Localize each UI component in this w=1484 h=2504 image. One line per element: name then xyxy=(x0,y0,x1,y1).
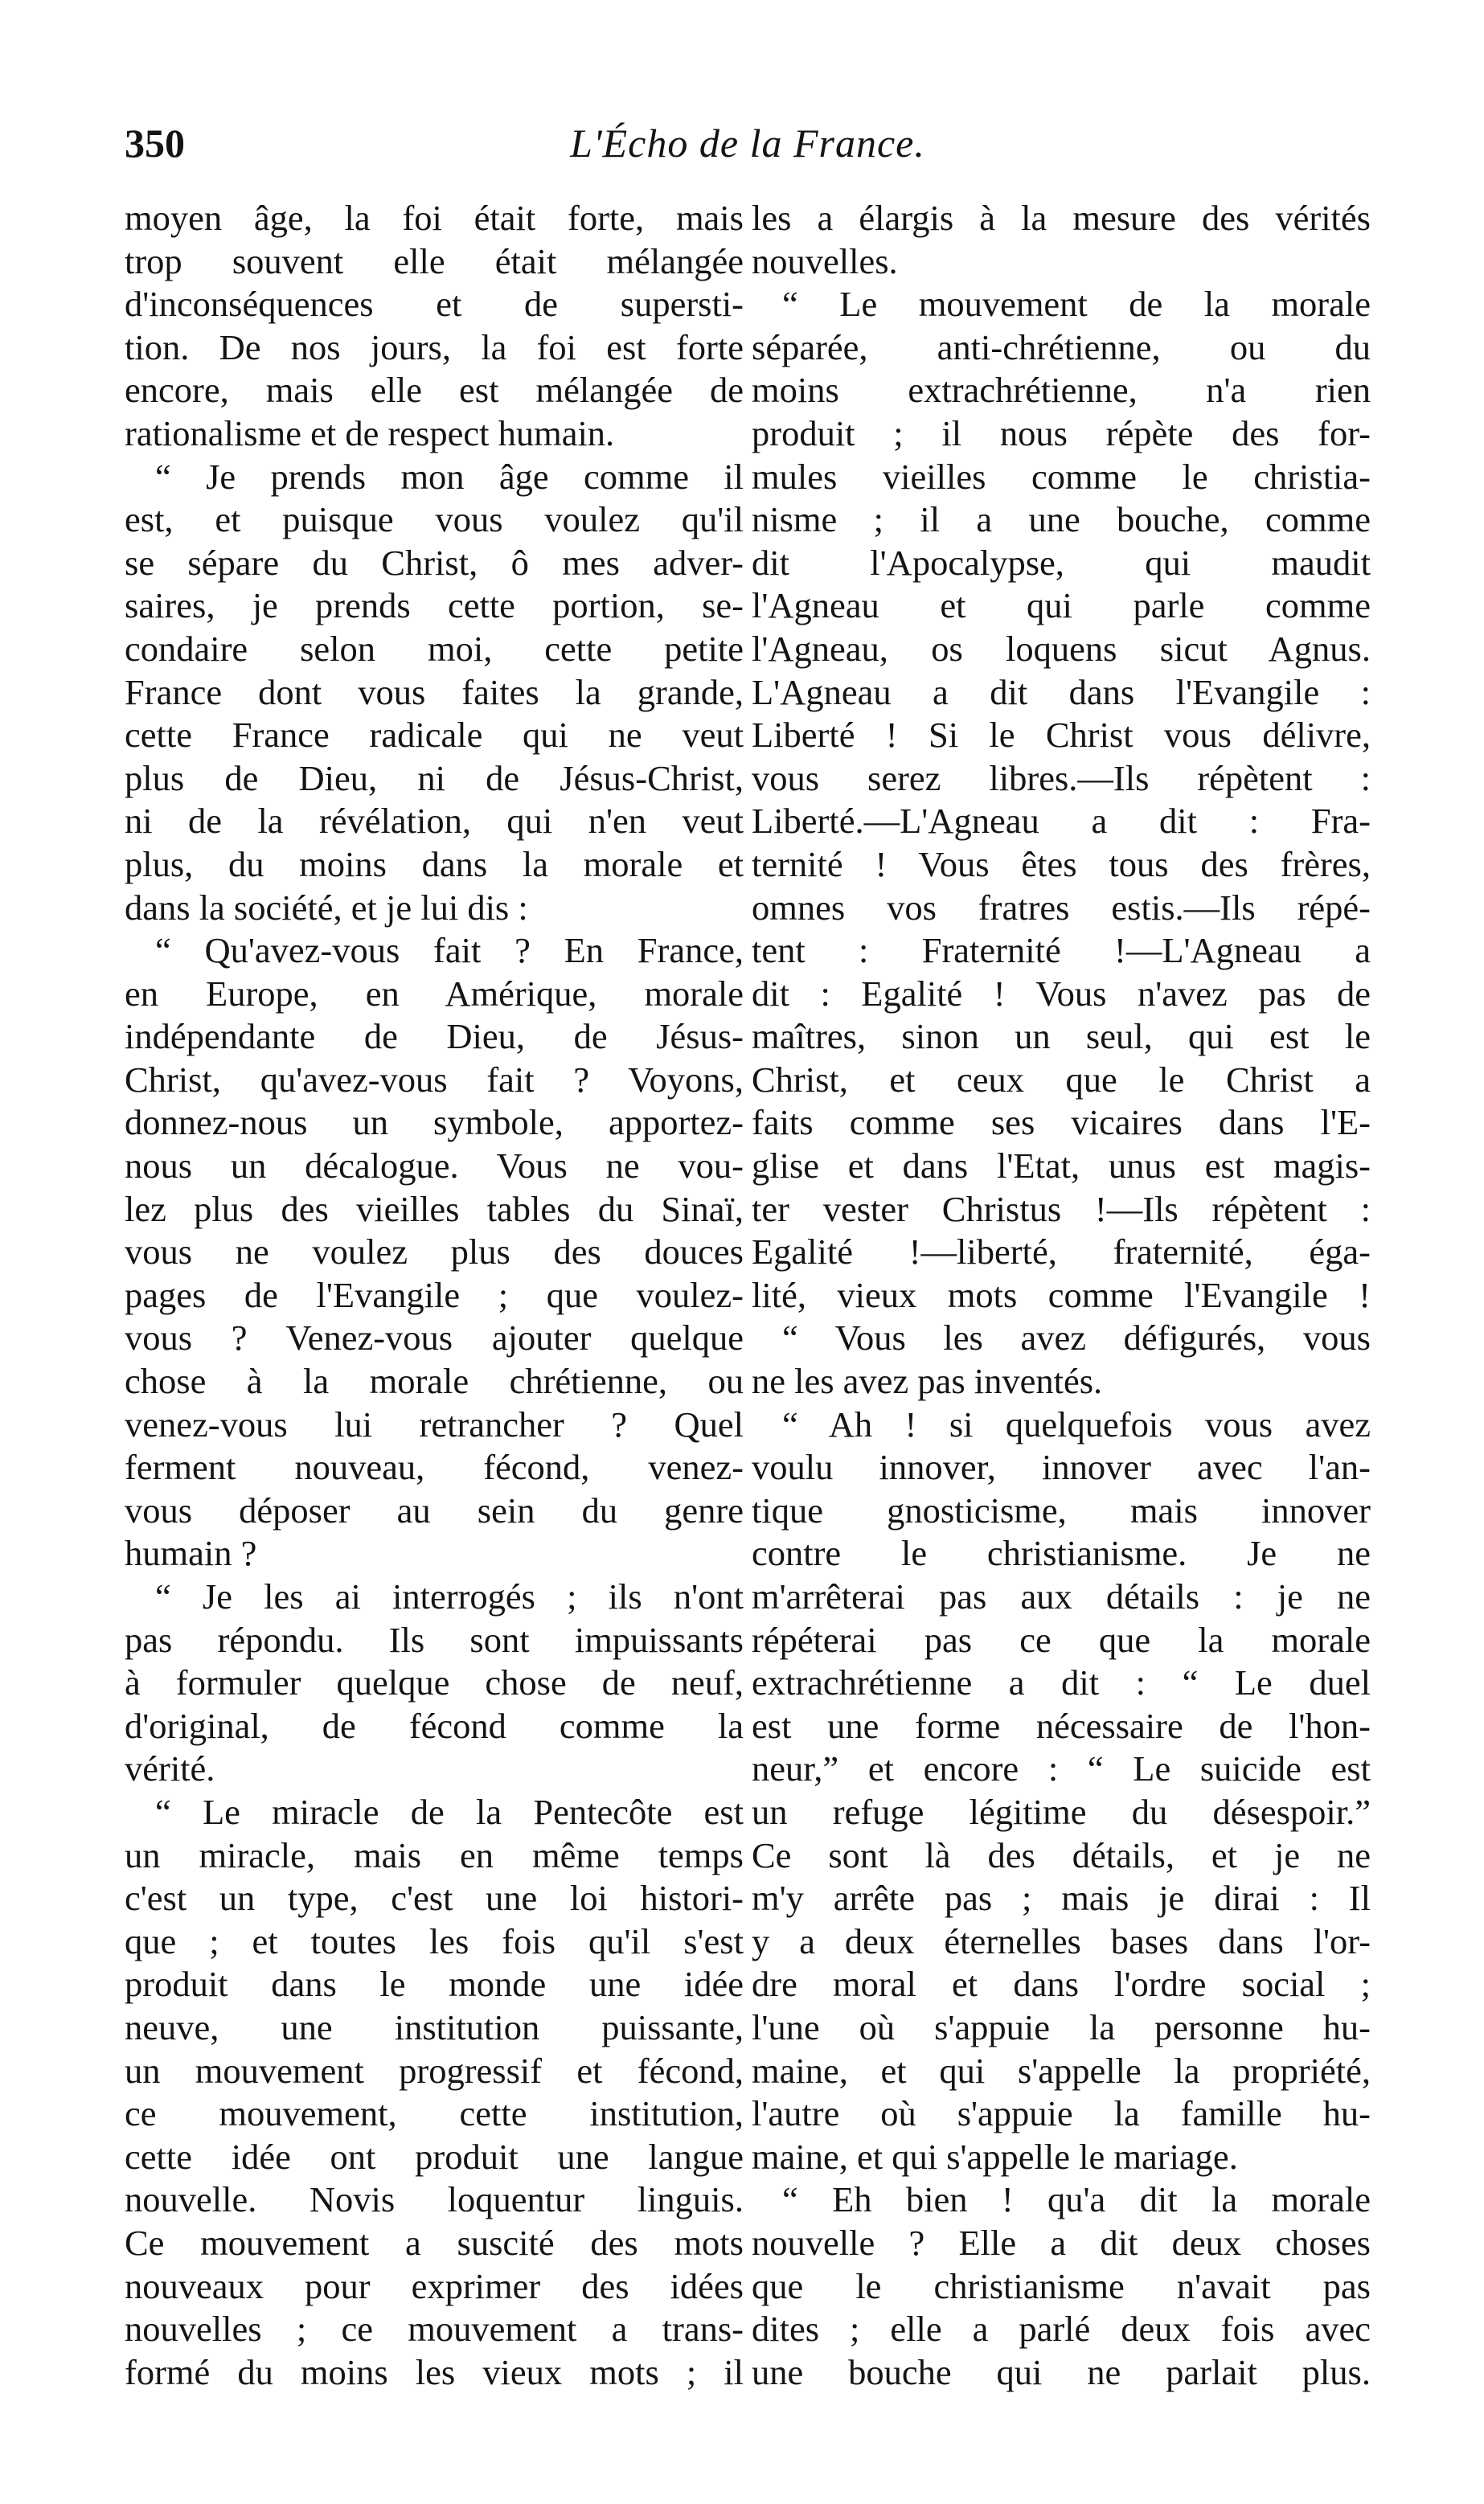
text-line: plus, du moins dans la morale et xyxy=(125,843,744,884)
text-line: formé du moins les vieux mots ; il xyxy=(125,2351,744,2392)
text-line: un refuge légitime du désespoir.” xyxy=(752,1791,1371,1832)
text-line: moyen âge, la foi était forte, mais xyxy=(125,198,744,238)
text-line: chose à la morale chrétienne, ou xyxy=(125,1361,744,1402)
text-line: ce mouvement, cette institution, xyxy=(125,2093,744,2134)
text-line: lez plus des vieilles tables du Sinaï, xyxy=(125,1188,744,1229)
text-line: les a élargis à la mesure des vérités xyxy=(752,198,1371,238)
text-line: vous déposer au sein du genre xyxy=(125,1490,744,1531)
text-line: l'Agneau, os loquens sicut Agnus. xyxy=(752,628,1371,669)
text-line: d'inconséquences et de supersti- xyxy=(125,284,744,325)
text-line: dit l'Apocalypse, qui maudit xyxy=(752,542,1371,583)
text-line: France dont vous faites la grande, xyxy=(125,671,744,712)
text-line: donnez-nous un symbole, apportez- xyxy=(125,1102,744,1143)
text-line: ne les avez pas inventés. xyxy=(752,1361,1103,1402)
text-line: dans la société, et je lui dis : xyxy=(125,887,528,928)
text-line: pages de l'Evangile ; que voulez- xyxy=(125,1274,744,1315)
text-line: maine, et qui s'appelle la propriété, xyxy=(752,2050,1371,2091)
text-line: ter vester Christus !—Ils répètent : xyxy=(752,1188,1371,1229)
text-line: maîtres, sinon un seul, qui est le xyxy=(752,1016,1371,1057)
text-line: venez-vous lui retrancher ? Quel xyxy=(125,1404,744,1445)
left-text-column xyxy=(125,197,744,2394)
text-line: maine, et qui s'appelle le mariage. xyxy=(752,2136,1238,2177)
text-line: glise et dans l'Etat, unus est magis- xyxy=(752,1145,1371,1186)
text-line: mules vieilles comme le christia- xyxy=(752,456,1371,497)
text-line: ni de la révélation, qui n'en veut xyxy=(125,801,744,842)
text-line: “ Eh bien ! qu'a dit la morale xyxy=(782,2179,1371,2220)
text-line: Liberté ! Si le Christ vous délivre, xyxy=(752,715,1371,756)
text-line: nouvelles ; ce mouvement a trans- xyxy=(125,2309,744,2350)
text-line: tent : Fraternité !—L'Agneau a xyxy=(752,930,1371,971)
text-line: en Europe, en Amérique, morale xyxy=(125,973,744,1014)
text-line: nouvelle ? Elle a dit deux choses xyxy=(752,2222,1371,2263)
text-line: ternité ! Vous êtes tous des frères, xyxy=(752,843,1371,884)
text-line: indépendante de Dieu, de Jésus- xyxy=(125,1016,744,1057)
text-line: l'une où s'appuie la personne hu- xyxy=(752,2006,1371,2047)
text-line: m'y arrête pas ; mais je dirai : Il xyxy=(752,1878,1371,1919)
text-line: c'est un type, c'est une loi histori- xyxy=(125,1878,744,1919)
page-number: 350 xyxy=(125,121,185,166)
text-line: Christ, qu'avez-vous fait ? Voyons, xyxy=(125,1059,744,1100)
text-line: neur,” et encore : “ Le suicide est xyxy=(752,1748,1371,1789)
text-line: omnes vos fratres estis.—Ils répé- xyxy=(752,887,1371,928)
text-line: produit dans le monde une idée xyxy=(125,1964,744,2005)
text-line: tion. De nos jours, la foi est forte xyxy=(125,326,744,367)
text-line: Ce mouvement a suscité des mots xyxy=(125,2222,744,2263)
text-line: à formuler quelque chose de neuf, xyxy=(125,1662,744,1703)
text-line: y a deux éternelles bases dans l'or- xyxy=(752,1920,1371,1961)
text-line: répéterai pas ce que la morale xyxy=(752,1619,1371,1660)
text-line: “ Je prends mon âge comme il xyxy=(155,456,744,497)
text-line: plus de Dieu, ni de Jésus-Christ, xyxy=(125,757,744,798)
text-line: saires, je prends cette portion, se- xyxy=(125,585,744,626)
text-line: un mouvement progressif et fécond, xyxy=(125,2050,744,2091)
text-line: une bouche qui ne parlait plus. xyxy=(752,2351,1371,2392)
text-line: “ Ah ! si quelquefois vous avez xyxy=(782,1404,1371,1445)
running-head xyxy=(125,119,1371,175)
text-line: neuve, une institution puissante, xyxy=(125,2006,744,2047)
text-line: l'autre où s'appuie la famille hu- xyxy=(752,2093,1371,2134)
text-line: nisme ; il a une bouche, comme xyxy=(752,499,1371,540)
text-line: dit : Egalité ! Vous n'avez pas de xyxy=(752,973,1371,1014)
text-line: ferment nouveau, fécond, venez- xyxy=(125,1447,744,1488)
text-line: séparée, anti-chrétienne, ou du xyxy=(752,326,1371,367)
text-line: condaire selon moi, cette petite xyxy=(125,628,744,669)
text-line: rationalisme et de respect humain. xyxy=(125,412,615,453)
text-line: Ce sont là des détails, et je ne xyxy=(752,1834,1371,1875)
text-line: Liberté.—L'Agneau a dit : Fra- xyxy=(752,801,1371,842)
text-line: est une forme nécessaire de l'hon- xyxy=(752,1705,1371,1746)
text-line: trop souvent elle était mélangée xyxy=(125,240,744,281)
text-line: “ Je les ai interrogés ; ils n'ont xyxy=(155,1576,744,1617)
text-line: vous serez libres.—Ils répètent : xyxy=(752,757,1371,798)
text-line: cette idée ont produit une langue xyxy=(125,2136,744,2177)
journal-title: L'Écho de la France. xyxy=(570,121,925,166)
text-line: Egalité !—liberté, fraternité, éga- xyxy=(752,1232,1371,1272)
text-line: dre moral et dans l'ordre social ; xyxy=(752,1964,1371,2005)
text-line: humain ? xyxy=(125,1533,257,1574)
text-line: cette France radicale qui ne veut xyxy=(125,715,744,756)
text-line: vous ne voulez plus des douces xyxy=(125,1232,744,1272)
text-line: vérité. xyxy=(125,1748,215,1789)
text-line: Christ, et ceux que le Christ a xyxy=(752,1059,1371,1100)
text-line: nouvelles. xyxy=(752,240,898,281)
text-line: m'arrêterai pas aux détails : je ne xyxy=(752,1576,1371,1617)
text-line: se sépare du Christ, ô mes adver- xyxy=(125,542,744,583)
text-line: que le christianisme n'avait pas xyxy=(752,2265,1371,2306)
text-line: l'Agneau et qui parle comme xyxy=(752,585,1371,626)
right-text-column xyxy=(752,197,1371,2394)
text-line: contre le christianisme. Je ne xyxy=(752,1533,1371,1574)
text-line: tique gnosticisme, mais innover xyxy=(752,1490,1371,1531)
text-line: lité, vieux mots comme l'Evangile ! xyxy=(752,1274,1371,1315)
text-line: pas répondu. Ils sont impuissants xyxy=(125,1619,744,1660)
text-line: un miracle, mais en même temps xyxy=(125,1834,744,1875)
text-line: “ Vous les avez défigurés, vous xyxy=(782,1318,1371,1359)
text-line: voulu innover, innover avec l'an- xyxy=(752,1447,1371,1488)
text-line: produit ; il nous répète des for- xyxy=(752,412,1371,453)
text-line: nouveaux pour exprimer des idées xyxy=(125,2265,744,2306)
text-line: “ Le miracle de la Pentecôte est xyxy=(155,1791,744,1832)
text-line: d'original, de fécond comme la xyxy=(125,1705,744,1746)
text-line: est, et puisque vous voulez qu'il xyxy=(125,499,744,540)
text-line: que ; et toutes les fois qu'il s'est xyxy=(125,1920,744,1961)
text-line: vous ? Venez-vous ajouter quelque xyxy=(125,1318,744,1359)
text-line: dites ; elle a parlé deux fois avec xyxy=(752,2309,1371,2350)
text-line: moins extrachrétienne, n'a rien xyxy=(752,370,1371,411)
text-line: L'Agneau a dit dans l'Evangile : xyxy=(752,671,1371,712)
text-line: extrachrétienne a dit : “ Le duel xyxy=(752,1662,1371,1703)
text-line: “ Le mouvement de la morale xyxy=(782,284,1371,325)
text-line: encore, mais elle est mélangée de xyxy=(125,370,744,411)
text-line: nous un décalogue. Vous ne vou- xyxy=(125,1145,744,1186)
text-line: nouvelle. Novis loquentur linguis. xyxy=(125,2179,744,2220)
text-line: faits comme ses vicaires dans l'E- xyxy=(752,1102,1371,1143)
text-line: “ Qu'avez-vous fait ? En France, xyxy=(155,930,744,971)
